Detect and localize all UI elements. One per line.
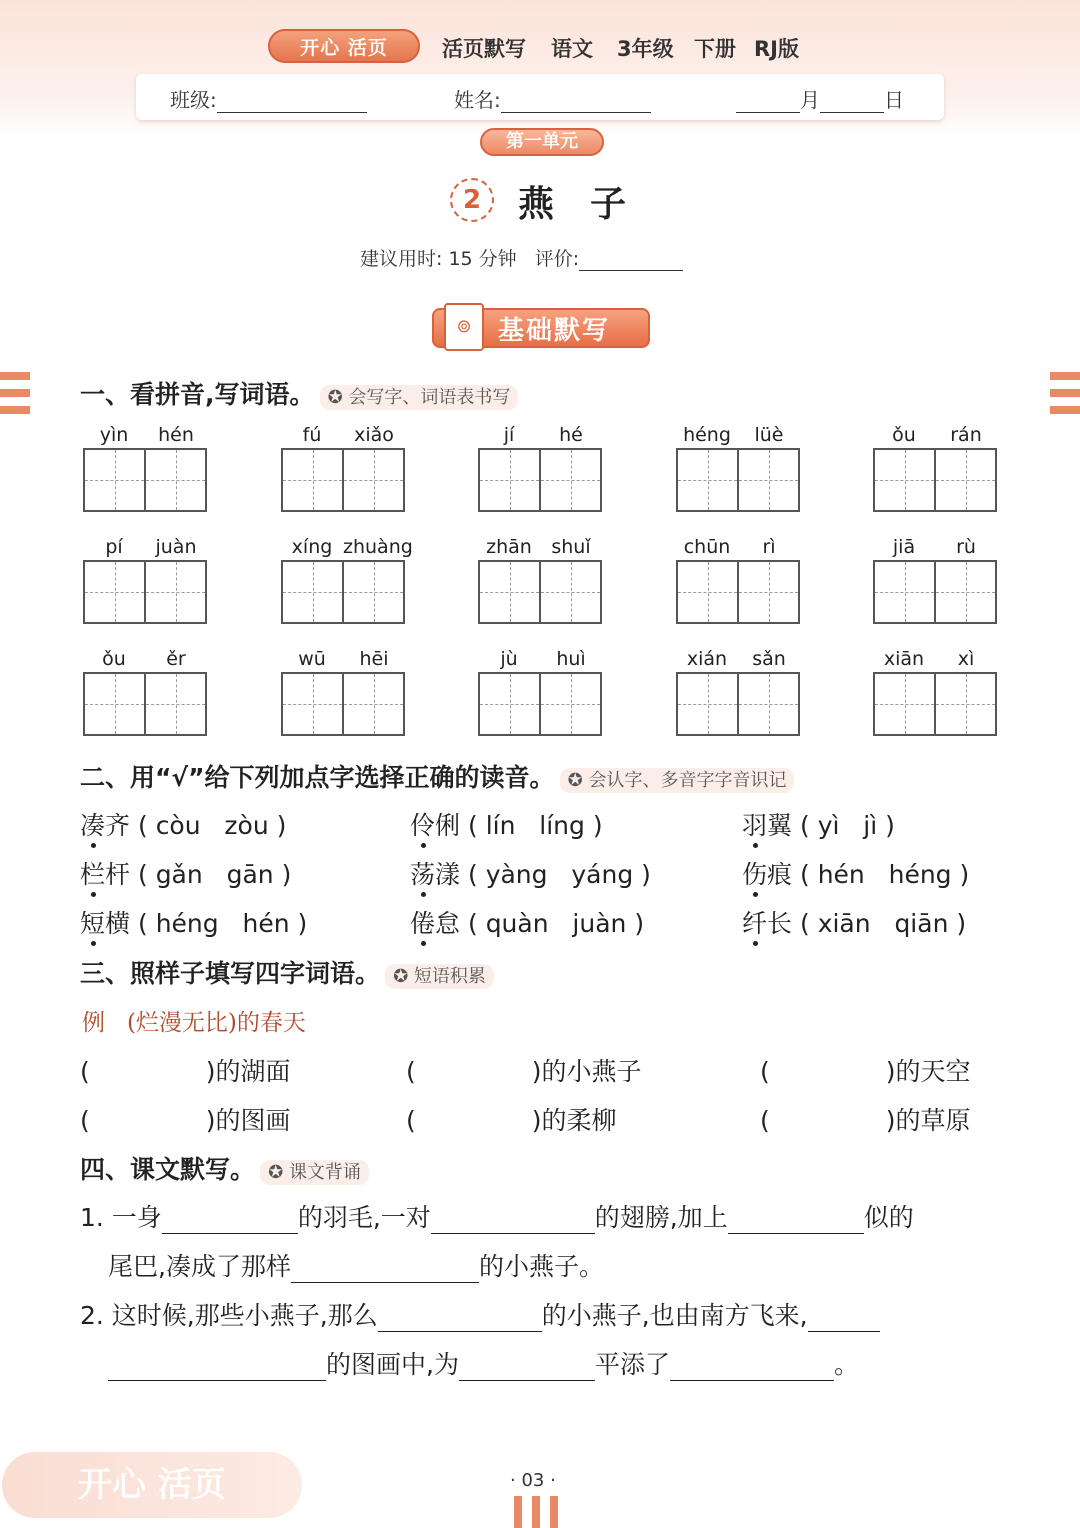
pinyin-syllable: xíng xyxy=(291,536,333,558)
volume-label: 下册 xyxy=(694,37,736,61)
pinyin-syllable: jí xyxy=(503,424,515,446)
pronunciation-item: 短横 ( héng hén ) xyxy=(80,909,308,938)
writing-box-pair[interactable] xyxy=(873,672,997,736)
word-cell xyxy=(478,648,602,736)
word-cell xyxy=(478,536,602,624)
pinyin-syllable: rì xyxy=(762,536,776,558)
magnifier-icon: ⊚ xyxy=(444,303,484,351)
q1-heading: 一、看拼音,写词语。 ✪ 会写字、词语表书写 xyxy=(80,375,518,411)
pinyin-option[interactable]: qiān xyxy=(894,909,949,938)
writing-box-pair[interactable] xyxy=(83,560,207,624)
pinyin-option[interactable]: yáng xyxy=(571,860,634,889)
word: 羽翼 xyxy=(742,811,793,840)
dotted-char: 短 xyxy=(80,909,106,938)
writing-box-pair[interactable] xyxy=(676,448,800,512)
pinyin-syllable: sǎn xyxy=(752,648,786,670)
writing-box[interactable] xyxy=(146,674,205,734)
recite-blank[interactable] xyxy=(459,1354,595,1381)
pinyin-syllable: juàn xyxy=(155,536,197,558)
q2-heading: 二、用“√”给下列加点字选择正确的读音。 ✪ 会认字、多音字字音识记 xyxy=(80,758,794,794)
right-edge-marks xyxy=(1050,372,1080,423)
pronunciation-item: 凑齐 ( còu zòu ) xyxy=(80,811,287,840)
recite-line-3: 2. 这时候,那些小燕子,那么 的小燕子,也由南方飞来, xyxy=(80,1296,1000,1332)
word-cell xyxy=(873,648,997,736)
word-cell xyxy=(478,424,602,512)
edition-label: RJ版 xyxy=(754,37,799,61)
star-icon: ✪ xyxy=(567,770,583,791)
writing-box[interactable] xyxy=(480,450,541,510)
writing-box-pair[interactable] xyxy=(873,560,997,624)
dotted-char: 荡 xyxy=(410,860,436,889)
pinyin-syllable: rán xyxy=(950,424,982,446)
writing-box[interactable] xyxy=(739,674,798,734)
writing-box-pair[interactable] xyxy=(83,672,207,736)
recite-blank[interactable] xyxy=(378,1305,542,1332)
brand-logo: 开心 活页 xyxy=(268,29,420,63)
series-name: 活页默写 xyxy=(442,37,526,61)
dotted-char: 伤 xyxy=(742,860,768,889)
recite-blank[interactable] xyxy=(431,1207,595,1234)
writing-box-pair[interactable] xyxy=(478,448,602,512)
phrase-fill-item: ( )的湖面 xyxy=(80,1057,291,1086)
pinyin-option[interactable]: líng xyxy=(539,811,585,840)
writing-box[interactable] xyxy=(344,450,403,510)
pronunciation-item: 伶俐 ( lín líng ) xyxy=(410,811,603,840)
writing-box[interactable] xyxy=(541,562,600,622)
phrase-suffix: 的草原 xyxy=(895,1106,971,1135)
writing-box[interactable] xyxy=(85,674,146,734)
pinyin-option[interactable]: zòu xyxy=(224,811,269,840)
pinyin-option[interactable]: yàng xyxy=(485,860,548,889)
phrase-fill-item: ( )的天空 xyxy=(760,1057,971,1086)
q3-heading: 三、照样子填写四字词语。 ✪ 短语积累 xyxy=(80,954,494,990)
pinyin-syllable: héng xyxy=(683,424,731,446)
writing-box-pair[interactable] xyxy=(478,560,602,624)
subject-name: 语文 xyxy=(551,37,593,61)
writing-box[interactable] xyxy=(541,450,600,510)
recite-blank[interactable] xyxy=(670,1354,834,1381)
pinyin-option[interactable]: yì xyxy=(817,811,840,840)
pinyin-syllable: chūn xyxy=(683,536,731,558)
pinyin-option[interactable]: héng xyxy=(888,860,952,889)
writing-box-pair[interactable] xyxy=(281,672,405,736)
month-blank[interactable] xyxy=(736,92,800,113)
pinyin-syllable: ǒu xyxy=(892,424,916,446)
lesson-title: 燕子 xyxy=(518,183,663,225)
word: 荡漾 xyxy=(410,860,461,889)
recite-blank[interactable] xyxy=(291,1256,479,1283)
lesson-number: 2 xyxy=(450,178,494,222)
pinyin-syllable: jiā xyxy=(892,536,916,558)
pinyin-syllable: xì xyxy=(957,648,975,670)
writing-box[interactable] xyxy=(739,562,798,622)
writing-box[interactable] xyxy=(936,674,995,734)
pinyin-syllable: zhuàng xyxy=(343,536,413,558)
pinyin-syllable: lüè xyxy=(754,424,784,446)
pinyin-option[interactable]: quàn xyxy=(485,909,549,938)
word-cell xyxy=(83,648,207,736)
pinyin-syllable: yìn xyxy=(99,424,129,446)
word-cell xyxy=(676,536,800,624)
pinyin-syllable: jù xyxy=(500,648,518,670)
word-cell xyxy=(873,536,997,624)
pinyin-syllable: xiān xyxy=(883,648,925,670)
time-hint-line: 建议用时: 15 分钟 评价: xyxy=(360,244,683,271)
pinyin-syllable: fú xyxy=(302,424,322,446)
word: 栏杆 xyxy=(80,860,131,889)
writing-box-pair[interactable] xyxy=(676,672,800,736)
dotted-char: 羽 xyxy=(742,811,768,840)
phrase-fill-item: ( )的柔柳 xyxy=(406,1106,617,1135)
dotted-char: 纤 xyxy=(742,909,768,938)
page-number: · 03 · xyxy=(510,1470,556,1491)
pinyin-syllable: wū xyxy=(298,648,326,670)
writing-box[interactable] xyxy=(875,562,936,622)
writing-box[interactable] xyxy=(283,674,344,734)
writing-box[interactable] xyxy=(480,674,541,734)
writing-box[interactable] xyxy=(85,562,146,622)
word-cell xyxy=(281,424,405,512)
q4-heading: 四、课文默写。 ✪ 课文背诵 xyxy=(80,1150,369,1186)
brand-watermark: 开心 活页 xyxy=(2,1452,302,1518)
pinyin-syllable: zhān xyxy=(486,536,532,558)
phrase-suffix: 的图画 xyxy=(215,1106,291,1135)
pinyin-syllable: shuǐ xyxy=(551,536,591,558)
pinyin-option[interactable]: lín xyxy=(485,811,516,840)
word: 倦怠 xyxy=(410,909,461,938)
writing-box-pair[interactable] xyxy=(83,448,207,512)
q3-example: 例 (烂漫无比)的春天 xyxy=(82,1010,306,1036)
pronunciation-item: 栏杆 ( gǎn gān ) xyxy=(80,860,292,889)
writing-box[interactable] xyxy=(678,562,739,622)
class-blank[interactable] xyxy=(217,92,367,113)
unit-badge: 第一单元 xyxy=(480,128,604,156)
pronunciation-item: 倦怠 ( quàn juàn ) xyxy=(410,909,645,938)
word-cell xyxy=(281,648,405,736)
pinyin-syllable: hén xyxy=(158,424,194,446)
class-field: 班级: xyxy=(170,84,367,113)
writing-box[interactable] xyxy=(146,450,205,510)
writing-box[interactable] xyxy=(678,674,739,734)
word-cell xyxy=(83,536,207,624)
writing-box-pair[interactable] xyxy=(281,448,405,512)
pinyin-syllable: hēi xyxy=(359,648,389,670)
recite-blank[interactable] xyxy=(108,1354,326,1381)
word-cell xyxy=(676,648,800,736)
pronunciation-item: 荡漾 ( yàng yáng ) xyxy=(410,860,651,889)
grade-label: 3年级 xyxy=(617,37,674,61)
writing-box-pair[interactable] xyxy=(676,560,800,624)
phrase-fill-item: ( )的图画 xyxy=(80,1106,291,1135)
dotted-char: 栏 xyxy=(80,860,106,889)
phrase-suffix: 的柔柳 xyxy=(541,1106,617,1135)
pinyin-syllable: xián xyxy=(686,648,728,670)
recite-blank[interactable] xyxy=(808,1305,880,1332)
pinyin-syllable: ěr xyxy=(166,648,186,670)
recite-line-1: 1. 一身 的羽毛,一对 的翅膀,加上 似的 xyxy=(80,1203,914,1232)
dotted-char: 伶 xyxy=(410,811,436,840)
pinyin-syllable: huì xyxy=(556,648,586,670)
pinyin-option[interactable]: jì xyxy=(863,811,878,840)
writing-box[interactable] xyxy=(936,562,995,622)
pinyin-option[interactable]: gǎn xyxy=(155,860,203,889)
writing-box[interactable] xyxy=(146,562,205,622)
left-edge-marks xyxy=(0,372,30,423)
eval-blank[interactable] xyxy=(579,250,683,271)
star-icon: ✪ xyxy=(268,1162,284,1183)
date-field: 月 日 xyxy=(736,84,904,113)
writing-box[interactable] xyxy=(678,450,739,510)
name-field: 姓名: xyxy=(454,84,651,113)
dotted-char: 凑 xyxy=(80,811,106,840)
phrase-fill-item: ( )的草原 xyxy=(760,1106,971,1135)
pinyin-option[interactable]: gān xyxy=(226,860,274,889)
star-icon: ✪ xyxy=(393,966,409,987)
word: 短横 xyxy=(80,909,131,938)
phrase-suffix: 的小燕子 xyxy=(541,1057,642,1086)
pinyin-option[interactable]: hén xyxy=(817,860,865,889)
word-cell xyxy=(281,536,413,624)
phrase-suffix: 的天空 xyxy=(895,1057,971,1086)
recite-line-2: 尾巴,凑成了那样 的小燕子。 xyxy=(108,1252,604,1281)
word: 凑齐 xyxy=(80,811,131,840)
recite-line-4: 的图画中,为 平添了 。 xyxy=(108,1345,859,1381)
writing-box[interactable] xyxy=(875,450,936,510)
writing-box[interactable] xyxy=(480,562,541,622)
word: 纤长 xyxy=(742,909,793,938)
dotted-char: 倦 xyxy=(410,909,436,938)
writing-box[interactable] xyxy=(875,674,936,734)
writing-box[interactable] xyxy=(344,562,403,622)
pinyin-syllable: xiǎo xyxy=(354,424,394,446)
word: 伶俐 xyxy=(410,811,461,840)
recite-blank[interactable] xyxy=(728,1207,864,1234)
writing-box[interactable] xyxy=(739,450,798,510)
word-cell xyxy=(83,424,207,512)
bottom-edge-marks xyxy=(514,1496,558,1528)
phrase-fill-item: ( )的小燕子 xyxy=(406,1057,642,1086)
word-cell xyxy=(676,424,800,512)
pinyin-option[interactable]: héng xyxy=(155,909,219,938)
pinyin-option[interactable]: xiān xyxy=(817,909,871,938)
pinyin-option[interactable]: juàn xyxy=(572,909,627,938)
writing-box-pair[interactable] xyxy=(281,560,405,624)
star-icon: ✪ xyxy=(327,387,343,408)
day-blank[interactable] xyxy=(820,92,884,113)
writing-box-pair[interactable] xyxy=(478,672,602,736)
writing-box[interactable] xyxy=(541,674,600,734)
pinyin-option[interactable]: còu xyxy=(155,811,201,840)
writing-box-pair[interactable] xyxy=(873,448,997,512)
name-blank[interactable] xyxy=(501,92,651,113)
word: 伤痕 xyxy=(742,860,793,889)
pinyin-syllable: pí xyxy=(105,536,123,558)
pinyin-syllable: ǒu xyxy=(102,648,126,670)
writing-box[interactable] xyxy=(936,450,995,510)
recite-blank[interactable] xyxy=(162,1207,298,1234)
phrase-suffix: 的湖面 xyxy=(215,1057,291,1086)
pronunciation-item: 伤痕 ( hén héng ) xyxy=(742,860,970,889)
pinyin-option[interactable]: hén xyxy=(242,909,290,938)
word-cell xyxy=(873,424,997,512)
writing-box[interactable] xyxy=(283,562,344,622)
section-banner-text: 基础默写 xyxy=(498,316,611,346)
writing-box[interactable] xyxy=(283,450,344,510)
writing-box[interactable] xyxy=(85,450,146,510)
pinyin-syllable: hé xyxy=(559,424,583,446)
pronunciation-item: 羽翼 ( yì jì ) xyxy=(742,811,895,840)
pronunciation-item: 纤长 ( xiān qiān ) xyxy=(742,909,967,938)
writing-box[interactable] xyxy=(344,674,403,734)
pinyin-syllable: rù xyxy=(956,536,976,558)
